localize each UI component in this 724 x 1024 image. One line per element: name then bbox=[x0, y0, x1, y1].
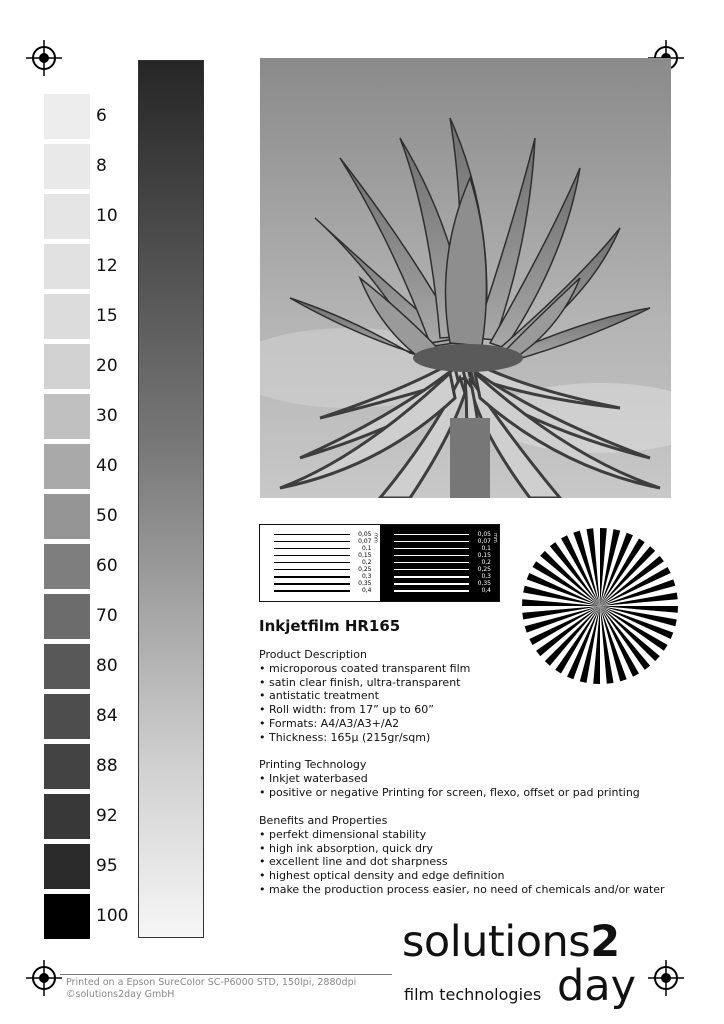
tone-step bbox=[44, 394, 90, 439]
siemens-star-wedge bbox=[522, 599, 600, 606]
line-test-line bbox=[274, 534, 350, 535]
line-test-label: 0,35 bbox=[477, 580, 491, 587]
tone-step-label: 6 bbox=[96, 106, 107, 126]
line-test-line bbox=[394, 555, 470, 556]
list-item: • Roll width: from 17” up to 60” bbox=[259, 703, 434, 717]
siemens-star-wedge bbox=[600, 606, 678, 613]
section-heading: Benefits and Properties bbox=[259, 814, 388, 827]
tone-step bbox=[44, 594, 90, 639]
line-test-line bbox=[274, 590, 350, 592]
list-item: • Thickness: 165µ (215gr/sqm) bbox=[259, 730, 431, 744]
line-test-line bbox=[394, 541, 470, 542]
line-test-label: 0,1 bbox=[361, 545, 372, 552]
line-test-negative bbox=[380, 525, 500, 601]
line-test-label: 0,05 bbox=[358, 531, 372, 538]
tone-step-label: 30 bbox=[96, 406, 118, 426]
siemens-star-wedge bbox=[593, 606, 600, 684]
tone-step-wedge bbox=[44, 94, 90, 944]
tone-step-label: 95 bbox=[96, 856, 118, 876]
list-item: • Formats: A4/A3/A3+/A2 bbox=[259, 716, 400, 730]
tone-step-label: 80 bbox=[96, 656, 118, 676]
brand-logo bbox=[402, 917, 620, 967]
brand-word: solutions bbox=[402, 917, 591, 967]
list-item: • perfekt dimensional stability bbox=[259, 827, 427, 841]
tone-step bbox=[44, 144, 90, 189]
tone-step-label: 100 bbox=[96, 906, 129, 926]
list-item: • positive or negative Printing for screen, flexo, offset or pad printing bbox=[259, 785, 640, 799]
footer-line-copyright: ©solutions2day GmbH bbox=[66, 989, 175, 1000]
line-test-line bbox=[274, 548, 350, 549]
line-test-label: 0,2 bbox=[481, 559, 491, 566]
brand-tagline: film technologies bbox=[404, 985, 542, 1004]
siemens-star-icon bbox=[522, 528, 678, 684]
tone-step bbox=[44, 94, 90, 139]
tone-step bbox=[44, 644, 90, 689]
list-item: • Inkjet waterbased bbox=[259, 771, 368, 785]
footer-line-printer: Printed on a Epson SureColor SC-P6000 STD, 150lpi, 2880dpi bbox=[66, 977, 357, 988]
line-test-line bbox=[274, 583, 350, 585]
line-test-line bbox=[274, 569, 350, 570]
section-heading: Product Description bbox=[259, 648, 367, 661]
tone-step-label: 92 bbox=[96, 806, 118, 826]
product-description-section bbox=[259, 648, 470, 745]
tone-step-label: 12 bbox=[96, 256, 118, 276]
line-test-label: 0,07 bbox=[477, 538, 491, 545]
tone-step-label: 10 bbox=[96, 206, 118, 226]
tone-step bbox=[44, 344, 90, 389]
tone-step-label: 70 bbox=[96, 606, 118, 626]
tone-step-label: 50 bbox=[96, 506, 118, 526]
tone-step bbox=[44, 544, 90, 589]
line-test-line bbox=[394, 583, 470, 585]
line-test-line bbox=[394, 562, 470, 563]
registration-mark-top-left-icon bbox=[26, 40, 62, 76]
line-test-unit: mm bbox=[492, 533, 498, 543]
tone-step-label: 84 bbox=[96, 706, 118, 726]
brand-day: day bbox=[557, 961, 637, 1011]
tone-step-label: 40 bbox=[96, 456, 118, 476]
printing-technology-section bbox=[259, 758, 640, 799]
line-resolution-test bbox=[259, 524, 500, 602]
line-test-label: 0,3 bbox=[481, 573, 491, 580]
line-test-line bbox=[274, 576, 350, 578]
line-test-label: 0,07 bbox=[358, 538, 372, 545]
line-test-line bbox=[394, 569, 470, 570]
line-test-label: 0,25 bbox=[477, 566, 491, 573]
line-test-label: 0,05 bbox=[477, 531, 491, 538]
line-test-label: 0,4 bbox=[361, 587, 372, 594]
list-item: • satin clear finish, ultra-transparent bbox=[259, 675, 461, 689]
line-test-line bbox=[274, 541, 350, 542]
line-test-label: 0,35 bbox=[358, 580, 372, 587]
list-item: • antistatic treatment bbox=[259, 689, 379, 703]
list-item: • make the production process easier, no need of chemicals and/or water bbox=[259, 882, 665, 896]
product-title: Inkjetfilm HR165 bbox=[259, 617, 401, 635]
tone-step bbox=[44, 444, 90, 489]
aloe-photo bbox=[260, 58, 671, 498]
siemens-star-wedge bbox=[600, 528, 607, 606]
benefits-section bbox=[259, 814, 665, 897]
tone-gradient-bar bbox=[138, 60, 204, 938]
line-test-line bbox=[394, 548, 470, 549]
tone-step bbox=[44, 244, 90, 289]
tone-step bbox=[44, 894, 90, 939]
tone-step bbox=[44, 694, 90, 739]
line-test-label: 0,4 bbox=[481, 587, 491, 594]
line-test-line bbox=[274, 555, 350, 556]
tone-step-label: 60 bbox=[96, 556, 118, 576]
tone-step-label: 20 bbox=[96, 356, 118, 376]
line-test-line bbox=[394, 590, 470, 592]
line-test-label: 0,15 bbox=[358, 552, 372, 559]
list-item: • highest optical density and edge definition bbox=[259, 869, 505, 883]
list-item: • excellent line and dot sharpness bbox=[259, 855, 448, 869]
line-test-label: 0,15 bbox=[477, 552, 491, 559]
line-test-line bbox=[394, 576, 470, 578]
tone-step bbox=[44, 494, 90, 539]
line-test-label: 0,25 bbox=[358, 566, 372, 573]
brand-number: 2 bbox=[590, 917, 620, 967]
tone-step-label: 88 bbox=[96, 756, 118, 776]
tone-step bbox=[44, 294, 90, 339]
tone-step-label: 15 bbox=[96, 306, 118, 326]
tone-step bbox=[44, 194, 90, 239]
line-test-positive bbox=[260, 525, 380, 601]
section-heading: Printing Technology bbox=[259, 758, 367, 771]
tone-step bbox=[44, 744, 90, 789]
footer-note bbox=[66, 977, 356, 1001]
registration-mark-bottom-right-icon bbox=[648, 960, 684, 996]
list-item: • microporous coated transparent film bbox=[259, 661, 471, 675]
registration-mark-bottom-left-icon bbox=[26, 960, 62, 996]
line-test-label: 0,3 bbox=[361, 573, 372, 580]
line-test-line bbox=[394, 534, 470, 535]
tone-step bbox=[44, 844, 90, 889]
tone-step-label: 8 bbox=[96, 156, 107, 176]
footer-divider bbox=[60, 974, 392, 975]
list-item: • high ink absorption, quick dry bbox=[259, 841, 434, 855]
line-test-line bbox=[274, 562, 350, 563]
line-test-unit: mm bbox=[372, 533, 379, 543]
line-test-label: 0,2 bbox=[361, 559, 372, 566]
line-test-label: 0,1 bbox=[481, 545, 491, 552]
tone-step bbox=[44, 794, 90, 839]
